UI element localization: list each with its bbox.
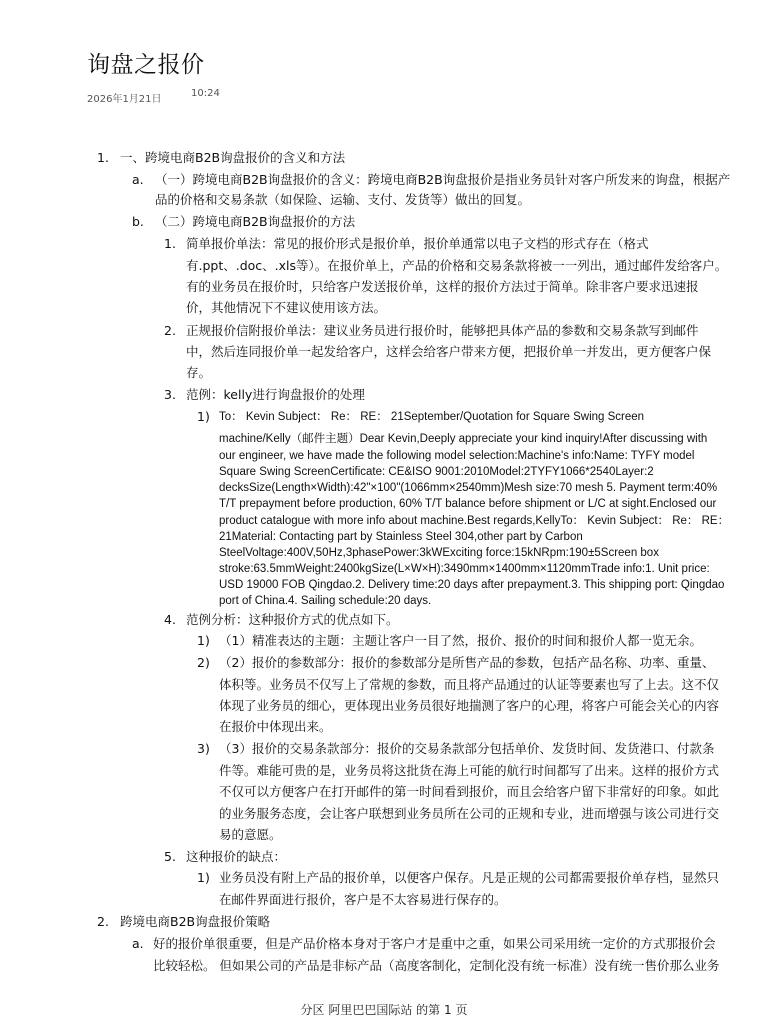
list-marker: a. (132, 936, 144, 951)
email-line: Square Swing ScreenCertificate: CE&ISO 9001:2010Model:2TYFY1066*2540Layer:2 (219, 466, 654, 478)
list-marker: 3) (197, 741, 210, 756)
paragraph-line: 品的价格和交易条款（如保险、运输、支付、发货等）做出的回复。 (155, 192, 531, 207)
page-title: 询盘之报价 (87, 52, 205, 78)
list-marker: 1. (164, 236, 176, 251)
list-marker: 1. (97, 150, 109, 165)
list-marker: 1) (197, 409, 210, 424)
list-marker: 4. (164, 612, 176, 627)
email-line: T/T prepayment before production, 60% T/T balance before shipment or L/C at sight.Enclosed our (219, 498, 717, 510)
paragraph-line: 的业务服务态度，会让客户联想到业务员所在公司的正规和专业，进而增强与该公司进行交 (219, 806, 720, 821)
email-line: To： Kevin Subject： Re： RE： 21September/Quotation for Square Swing Screen (219, 411, 645, 423)
paragraph-line: （2）报价的参数部分：报价的参数部分是所售产品的参数，包括产品名称、功率、重量、 (219, 655, 715, 670)
email-line: port of China.4. Sailing schedule:20 days. (219, 595, 432, 607)
list-marker: 2) (197, 655, 210, 670)
section-heading: 一、跨境电商B2B询盘报价的含义和方法 (120, 150, 346, 165)
subsection-heading: （二）跨境电商B2B询盘报价的方法 (155, 214, 356, 229)
email-line: our engineer, we have made the following model selection:Machine's info:Name: TYFY model (219, 450, 695, 462)
paragraph-line: 业务员没有附上产品的报价单，以便客户保存。凡是正规的公司都需要报价单存档，显然只 (219, 870, 720, 885)
email-line: 21Material: Contacting part by Stainless Steel 304,other part by Carbon (219, 531, 583, 543)
paragraph-line: 价，其他情况下不建议使用该方法。 (186, 300, 387, 315)
paragraph-line: 正规报价信附报价单法：建议业务员进行报价时，能够把具体产品的参数和交易条款写到邮件 (186, 323, 699, 338)
email-line: decksSize(Length×Width):42"×100"(1066mm×2540mm)Mesh size:70 mesh 5. Payment term:40% (219, 482, 718, 494)
list-marker: 3. (164, 387, 176, 402)
page-date: 2026年1月21日 (87, 94, 162, 105)
paragraph-line: 在报价中体现出来。 (219, 719, 332, 734)
paragraph-line: 范例分析：这种报价方式的优点如下。 (186, 612, 399, 627)
paragraph-line: 体现了业务员的细心，更体现出业务员很好地揣测了客户的心理，将客户可能会关心的内容 (219, 698, 720, 713)
paragraph-line: 简单报价单法：常见的报价形式是报价单，报价单通常以电子文档的形式存在（格式 (186, 236, 649, 251)
list-marker: 1) (197, 633, 210, 648)
email-line: machine/Kelly（邮件主题）Dear Kevin,Deeply appreciate your kind inquiry!After discussing with (219, 433, 708, 445)
paragraph-line: 在邮件界面进行报价，客户是不太容易进行保存的。 (219, 892, 507, 907)
paragraph-line: 这种报价的缺点： (186, 849, 287, 864)
email-line: USD 19000 FOB Qingdao.2. Delivery time:20 days after prepayment.3. This shipping port: Qingdao (219, 579, 725, 591)
email-line: product catalogue with more info about machine.Best regards,KellyTo： Kevin Subject： Re： RE： (219, 515, 730, 527)
paragraph-line: （3）报价的交易条款部分：报价的交易条款部分包括单价、发货时间、发货港口、付款条 (219, 741, 715, 756)
paragraph-line: 有的业务员在报价时，只给客户发送报价单，这样的报价方法过于简单。除非客户要求迅速报 (186, 279, 699, 294)
paragraph-line: （1）精准表达的主题：主题让客户一目了然，报价、报价的时间和报价人都一览无余。 (219, 633, 702, 648)
page-time: 10:24 (191, 88, 220, 99)
paragraph-line: 存。 (186, 365, 212, 380)
paragraph-line: 件等。难能可贵的是，业务员将这批货在海上可能的航行时间都写了出来。这样的报价方式 (219, 763, 720, 778)
list-marker: 5. (164, 849, 176, 864)
list-marker: 2. (164, 323, 176, 338)
email-line: stroke:63.5mmWeight:2400kgSize(L×W×H):3490mm×1400mm×1120mmTrade info:1. Unit price: (219, 563, 710, 575)
paragraph-line: 不仅可以方便客户在打开邮件的第一时间看到报价，而且会给客户留下非常好的印象。如此 (219, 784, 720, 799)
list-marker: 2. (97, 914, 109, 929)
paragraph-line: 易的意愿。 (219, 827, 282, 842)
email-line: SteelVoltage:400V,50Hz,3phasePower:3kWExciting force:15kNRpm:190±5Screen box (219, 547, 659, 559)
paragraph-line: 体积等。业务员不仅写上了常规的参数，而且将产品通过的认证等要素也写了上去。这不仅 (219, 677, 720, 692)
paragraph-line: （一）跨境电商B2B询盘报价的含义：跨境电商B2B询盘报价是指业务员针对客户所发来的询盘，根据产 (155, 172, 731, 187)
paragraph-line: 中，然后连同报价单一起发给客户，这样会给客户带来方便，把报价单一并发出，更方便客户保 (186, 344, 712, 359)
page-footer: 分区 阿里巴巴国际站 的第 1 页 (300, 1003, 468, 1017)
paragraph-line: 范例：kelly进行询盘报价的处理 (186, 387, 365, 402)
list-marker: a. (132, 172, 144, 187)
paragraph-line: 好的报价单很重要，但是产品价格本身对于客户才是重中之重，如果公司采用统一定价的方式那报价会 (153, 936, 716, 951)
list-marker: b. (132, 214, 144, 229)
paragraph-line: 有.ppt、.doc、.xls等）。在报价单上，产品的价格和交易条款将被一一列出，通过邮件发给客户。 (186, 258, 728, 273)
list-marker: 1) (197, 870, 210, 885)
section-heading: 跨境电商B2B询盘报价策略 (120, 914, 271, 929)
paragraph-line: 比较轻松。 但如果公司的产品是非标产品（高度客制化，定制化没有统一标准）没有统一售价那么业务 (153, 958, 720, 973)
